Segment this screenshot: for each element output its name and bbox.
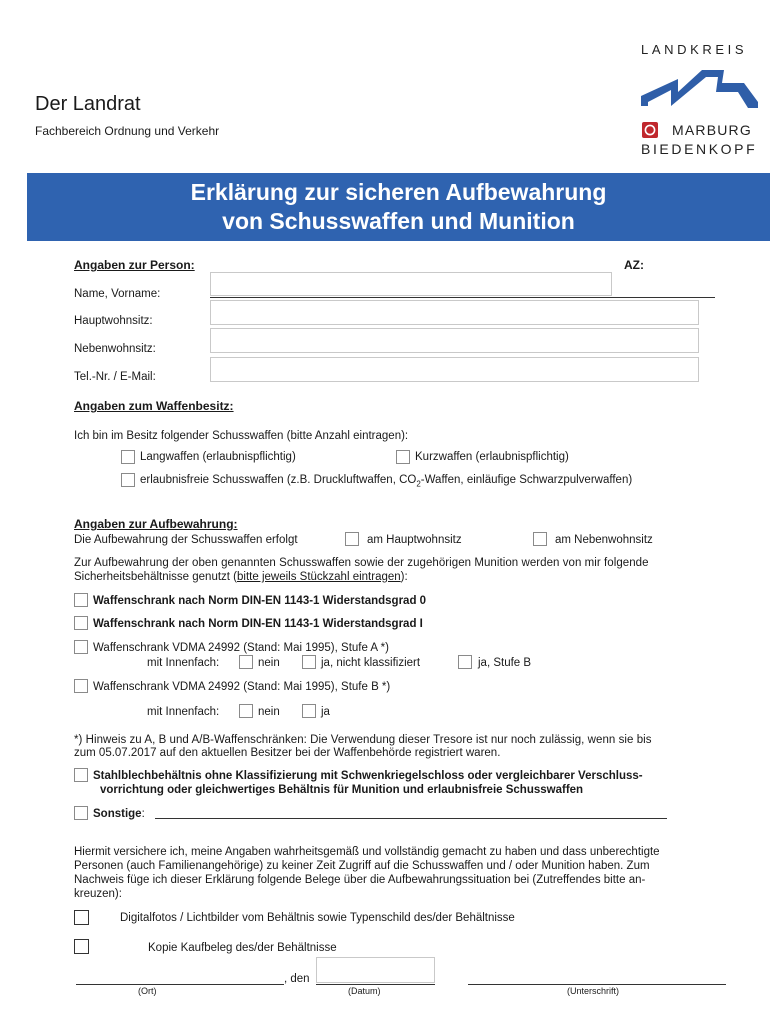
option-vdma-b-label: Waffenschrank VDMA 24992 (Stand: Mai 1995), Stufe B *) — [93, 681, 391, 693]
vdma-b-ja-label: ja — [321, 706, 330, 718]
option-widerstandsgrad-1-checkbox[interactable] — [74, 616, 88, 630]
ort-line[interactable] — [76, 984, 284, 985]
kurzwaffen-checkbox[interactable] — [396, 450, 410, 464]
option-widerstandsgrad-0-checkbox[interactable] — [74, 593, 88, 607]
nebenwohnsitz-label: Nebenwohnsitz: — [74, 343, 156, 355]
langwaffen-label: Langwaffen (erlaubnispflichtig) — [140, 451, 296, 463]
hinweis-line-2: zum 05.07.2017 auf den aktuellen Besitzer bei der Waffenbehörde registriert waren. — [74, 747, 501, 759]
vdma-b-ja-checkbox[interactable] — [302, 704, 316, 718]
erlaubnisfrei-label: erlaubnisfreie Schusswaffen (z.B. Druckluftwaffen, $CO_2$-Waffen, einläufige Schwarzpulverwaffen) — [140, 474, 633, 489]
logo-skyline-icon — [638, 62, 760, 112]
erklaerung-line-1: Hiermit versichere ich, meine Angaben wahrheitsgemäß und vollständig gemacht zu haben und dass unberechtigte — [74, 846, 660, 858]
vdma-a-nein-label: nein — [258, 657, 280, 669]
option-vdma-b-checkbox[interactable] — [74, 679, 88, 693]
kurzwaffen-label: Kurzwaffen (erlaubnispflichtig) — [415, 451, 569, 463]
title-line-1: Erklärung zur sicheren Aufbewahrung — [190, 179, 607, 205]
aufbewahrung-intro: Die Aufbewahrung der Schusswaffen erfolgt — [74, 534, 298, 546]
hauptwohnsitz-option-label: am Hauptwohnsitz — [367, 534, 462, 546]
langwaffen-checkbox[interactable] — [121, 450, 135, 464]
unterschrift-line[interactable] — [468, 984, 726, 985]
hauptwohnsitz-field[interactable] — [210, 300, 699, 325]
ort-caption: (Ort) — [138, 986, 157, 996]
beleg-fotos-label: Digitalfotos / Lichtbilder vom Behältnis sowie Typenschild des/der Behältnisse — [120, 912, 515, 924]
beleg-kaufbeleg-label: Kopie Kaufbeleg des/der Behältnisse — [148, 942, 337, 954]
sonstige-input-line[interactable] — [155, 818, 667, 819]
option-sonstige-label: Sonstige: — [93, 808, 145, 820]
option-widerstandsgrad-1-label: Waffenschrank nach Norm DIN-EN 1143-1 Widerstandsgrad I — [93, 618, 423, 630]
landrat-title: Der Landrat — [35, 93, 141, 115]
datum-caption: (Datum) — [348, 986, 381, 996]
vdma-a-ja-nk-checkbox[interactable] — [302, 655, 316, 669]
logo-text-landkreis: LANDKREIS — [641, 42, 748, 57]
beleg-fotos-checkbox[interactable] — [74, 910, 89, 925]
option-stahlblech-line-1: Stahlblechbehältnis ohne Klassifizierung mit Schwenkriegelschloss oder vergleichbarer Verschluss- — [93, 770, 643, 782]
option-widerstandsgrad-0-label: Waffenschrank nach Norm DIN-EN 1143-1 Widerstandsgrad 0 — [93, 595, 427, 607]
datum-line — [316, 984, 435, 985]
vdma-b-innenfach-label: mit Innenfach: — [147, 706, 220, 718]
title-line-2: von Schusswaffen und Munition — [222, 208, 575, 234]
option-vdma-a-label: Waffenschrank VDMA 24992 (Stand: Mai 1995), Stufe A *) — [93, 642, 389, 654]
hinweis-line-1: *) Hinweis zu A, B und A/B-Waffenschränken: Die Verwendung dieser Tresore ist nur noch zulässig, wenn sie bis — [74, 734, 652, 746]
vdma-a-ja-b-checkbox[interactable] — [458, 655, 472, 669]
option-stahlblech-checkbox[interactable] — [74, 768, 88, 782]
vdma-b-nein-label: nein — [258, 706, 280, 718]
erklaerung-line-4: kreuzen): — [74, 888, 122, 900]
vdma-a-ja-nk-label: ja, nicht klassifiziert — [321, 657, 421, 669]
name-field[interactable] — [210, 272, 612, 296]
logo-text-marburg: MARBURG — [672, 122, 752, 138]
erklaerung-line-2: Personen (auch Familienangehörige) zu keiner Zeit Zugriff auf die Schusswaffen und / oder Munition haben. Zum — [74, 860, 650, 872]
vdma-a-ja-b-label: ja, Stufe B — [478, 657, 532, 669]
name-underline — [210, 297, 715, 298]
unterschrift-caption: (Unterschrift) — [567, 986, 620, 996]
hauptwohnsitz-checkbox[interactable] — [345, 532, 359, 546]
nebenwohnsitz-option-label: am Nebenwohnsitz — [555, 534, 653, 546]
vdma-a-nein-checkbox[interactable] — [239, 655, 253, 669]
hauptwohnsitz-label: Hauptwohnsitz: — [74, 315, 153, 327]
title-banner — [27, 173, 770, 241]
vdma-a-innenfach-label: mit Innenfach: — [147, 657, 220, 669]
datum-field[interactable] — [316, 957, 435, 983]
aufbewahrung-heading: Angaben zur Aufbewahrung: — [74, 517, 238, 531]
landkreis-logo — [638, 40, 763, 160]
erlaubnisfrei-checkbox[interactable] — [121, 473, 135, 487]
name-label: Name, Vorname: — [74, 288, 161, 300]
nebenwohnsitz-checkbox[interactable] — [533, 532, 547, 546]
waffenbesitz-intro: Ich bin im Besitz folgender Schusswaffen (bitte Anzahl eintragen): — [74, 430, 409, 442]
beleg-kaufbeleg-checkbox[interactable] — [74, 939, 89, 954]
option-sonstige-checkbox[interactable] — [74, 806, 88, 820]
vdma-b-nein-checkbox[interactable] — [239, 704, 253, 718]
logo-text-biedenkopf: BIEDENKOPF — [641, 141, 758, 157]
den-label: , den — [284, 973, 310, 985]
option-vdma-a-checkbox[interactable] — [74, 640, 88, 654]
tel-field[interactable] — [210, 357, 699, 382]
aufbewahrung-paragraph-line-1: Zur Aufbewahrung der oben genannten Schusswaffen sowie der zugehörigen Munition werden von mir folgende — [74, 557, 649, 569]
option-stahlblech-line-2: vorrichtung oder gleichwertiges Behältnis für Munition und erlaubnisfreie Schusswaffen — [100, 784, 584, 796]
logo-seal-icon — [642, 122, 658, 138]
aufbewahrung-paragraph-line-2: Sicherheitsbehältnisse genutzt (bitte jeweils Stückzahl eintragen): — [74, 571, 408, 583]
erklaerung-line-3: Nachweis füge ich dieser Erklärung folgende Belege über die Aufbewahrungssituation bei (Zutreffendes bitte an- — [74, 874, 646, 886]
person-heading: Angaben zur Person: — [74, 258, 195, 272]
nebenwohnsitz-field[interactable] — [210, 328, 699, 353]
tel-label: Tel.-Nr. / E-Mail: — [74, 371, 156, 383]
department-label: Fachbereich Ordnung und Verkehr — [35, 124, 220, 138]
waffenbesitz-heading: Angaben zum Waffenbesitz: — [74, 399, 234, 413]
az-label: AZ: — [624, 258, 644, 272]
